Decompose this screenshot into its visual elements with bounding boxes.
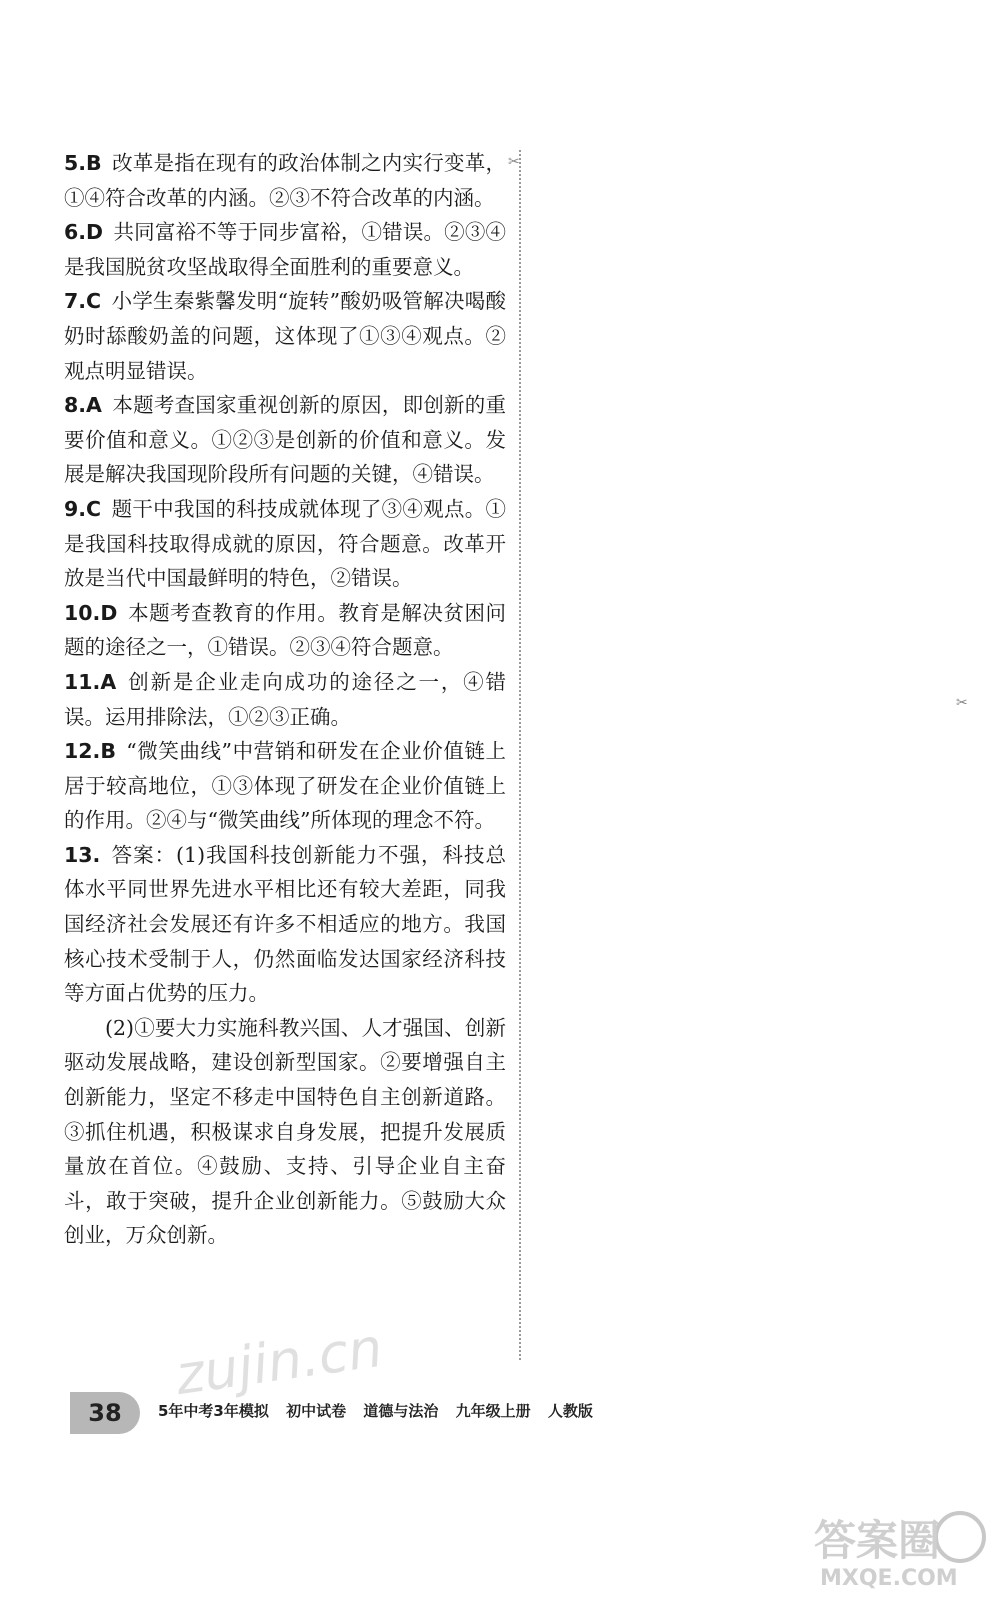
answer-text: 小学生秦紫馨发明“旋转”酸奶吸管解决喝酸奶时舔酸奶盖的问题，这体现了①③④观点。②观点明显错误。 xyxy=(64,289,506,383)
footer-title xyxy=(158,1400,605,1421)
answer-text: 创新是企业走向成功的途径之一，④错误。运用排除法，①②③正确。 xyxy=(64,669,506,729)
subject-name: 道德与法治 xyxy=(363,1402,439,1420)
watermark-logo xyxy=(810,1505,990,1590)
answer-paragraph xyxy=(64,215,506,284)
answer-paragraph xyxy=(64,838,506,1011)
question-number: 12.B xyxy=(64,739,116,764)
series-name: 5年中考3年模拟 xyxy=(158,1402,269,1420)
answer-paragraph xyxy=(64,146,506,215)
question-number: 6.D xyxy=(64,220,104,245)
question-number: 8.A xyxy=(64,393,102,418)
watermark-logo-url: MXQE.COM xyxy=(820,1566,958,1590)
answer-text: 题干中我国的科技成就体现了③④观点。①是我国科技取得成就的原因，符合题意。改革开放是当代中国最鲜明的特色，②错误。 xyxy=(64,496,506,591)
left-column xyxy=(64,146,506,1253)
answer-text: 答案：(1)我国科技创新能力不强，科技总体水平同世界先进水平相比还有较大差距，同我国经济社会发展还有许多不相适应的地方。我国核心技术受制于人，仍然面临发达国家经济科技等方面占优势的压力。 xyxy=(64,842,506,1006)
edition-name: 初中试卷 xyxy=(286,1402,347,1420)
grade-name: 九年级上册 xyxy=(455,1402,531,1420)
answer-text: 改革是指在现有的政治体制之内实行变革，①④符合改革的内涵。②③不符合改革的内涵。 xyxy=(64,151,506,210)
answer-paragraph xyxy=(64,734,506,838)
answer-paragraph xyxy=(64,388,506,492)
question-number: 11.A xyxy=(64,669,117,694)
question-number: 13. xyxy=(64,842,101,867)
scissor-icon: ✂ xyxy=(956,695,968,711)
publisher-name: 人教版 xyxy=(547,1402,593,1420)
answer-text: “微笑曲线”中营销和研发在企业价值链上居于较高地位，①③体现了研发在企业价值链上的作用。②④与“微笑曲线”所体现的理念不符。 xyxy=(64,739,506,833)
answer-paragraph xyxy=(64,1011,506,1253)
answer-paragraph xyxy=(64,665,506,734)
answer-text: 共同富裕不等于同步富裕，①错误。②③④是我国脱贫攻坚战取得全面胜利的重要意义。 xyxy=(64,220,506,279)
question-number: 9.C xyxy=(64,496,102,521)
answer-paragraph xyxy=(64,284,506,388)
answer-paragraph xyxy=(64,492,506,596)
answer-paragraph xyxy=(64,596,506,665)
answer-text: (2)①要大力实施科教兴国、人才强国、创新驱动发展战略，建设创新型国家。②要增强自主创新能力，坚定不移走中国特色自主创新道路。③抓住机遇，积极谋求自身发展，把提升发展质量放在首位。④鼓励、支持、引导企业自主奋斗，敢于突破，提升企业创新能力。⑤鼓励大众创业，万众创新。 xyxy=(64,1015,506,1248)
page-number: 38 xyxy=(70,1392,140,1434)
column-divider xyxy=(519,150,521,1360)
question-number: 5.B xyxy=(64,151,102,175)
question-number: 10.D xyxy=(64,600,118,625)
question-number: 7.C xyxy=(64,289,102,314)
page-footer xyxy=(70,1392,630,1434)
scissor-icon: ✂ xyxy=(508,154,520,170)
watermark-text: zujin.cn xyxy=(171,1315,387,1408)
answer-text: 本题考查教育的作用。教育是解决贫困问题的途径之一，①错误。②③④符合题意。 xyxy=(64,600,506,660)
watermark-logo-text: 答案圈 xyxy=(814,1516,941,1565)
answer-text: 本题考查国家重视创新的原因，即创新的重要价值和意义。①②③是创新的价值和意义。发展是解决我国现阶段所有问题的关键，④错误。 xyxy=(64,393,506,487)
